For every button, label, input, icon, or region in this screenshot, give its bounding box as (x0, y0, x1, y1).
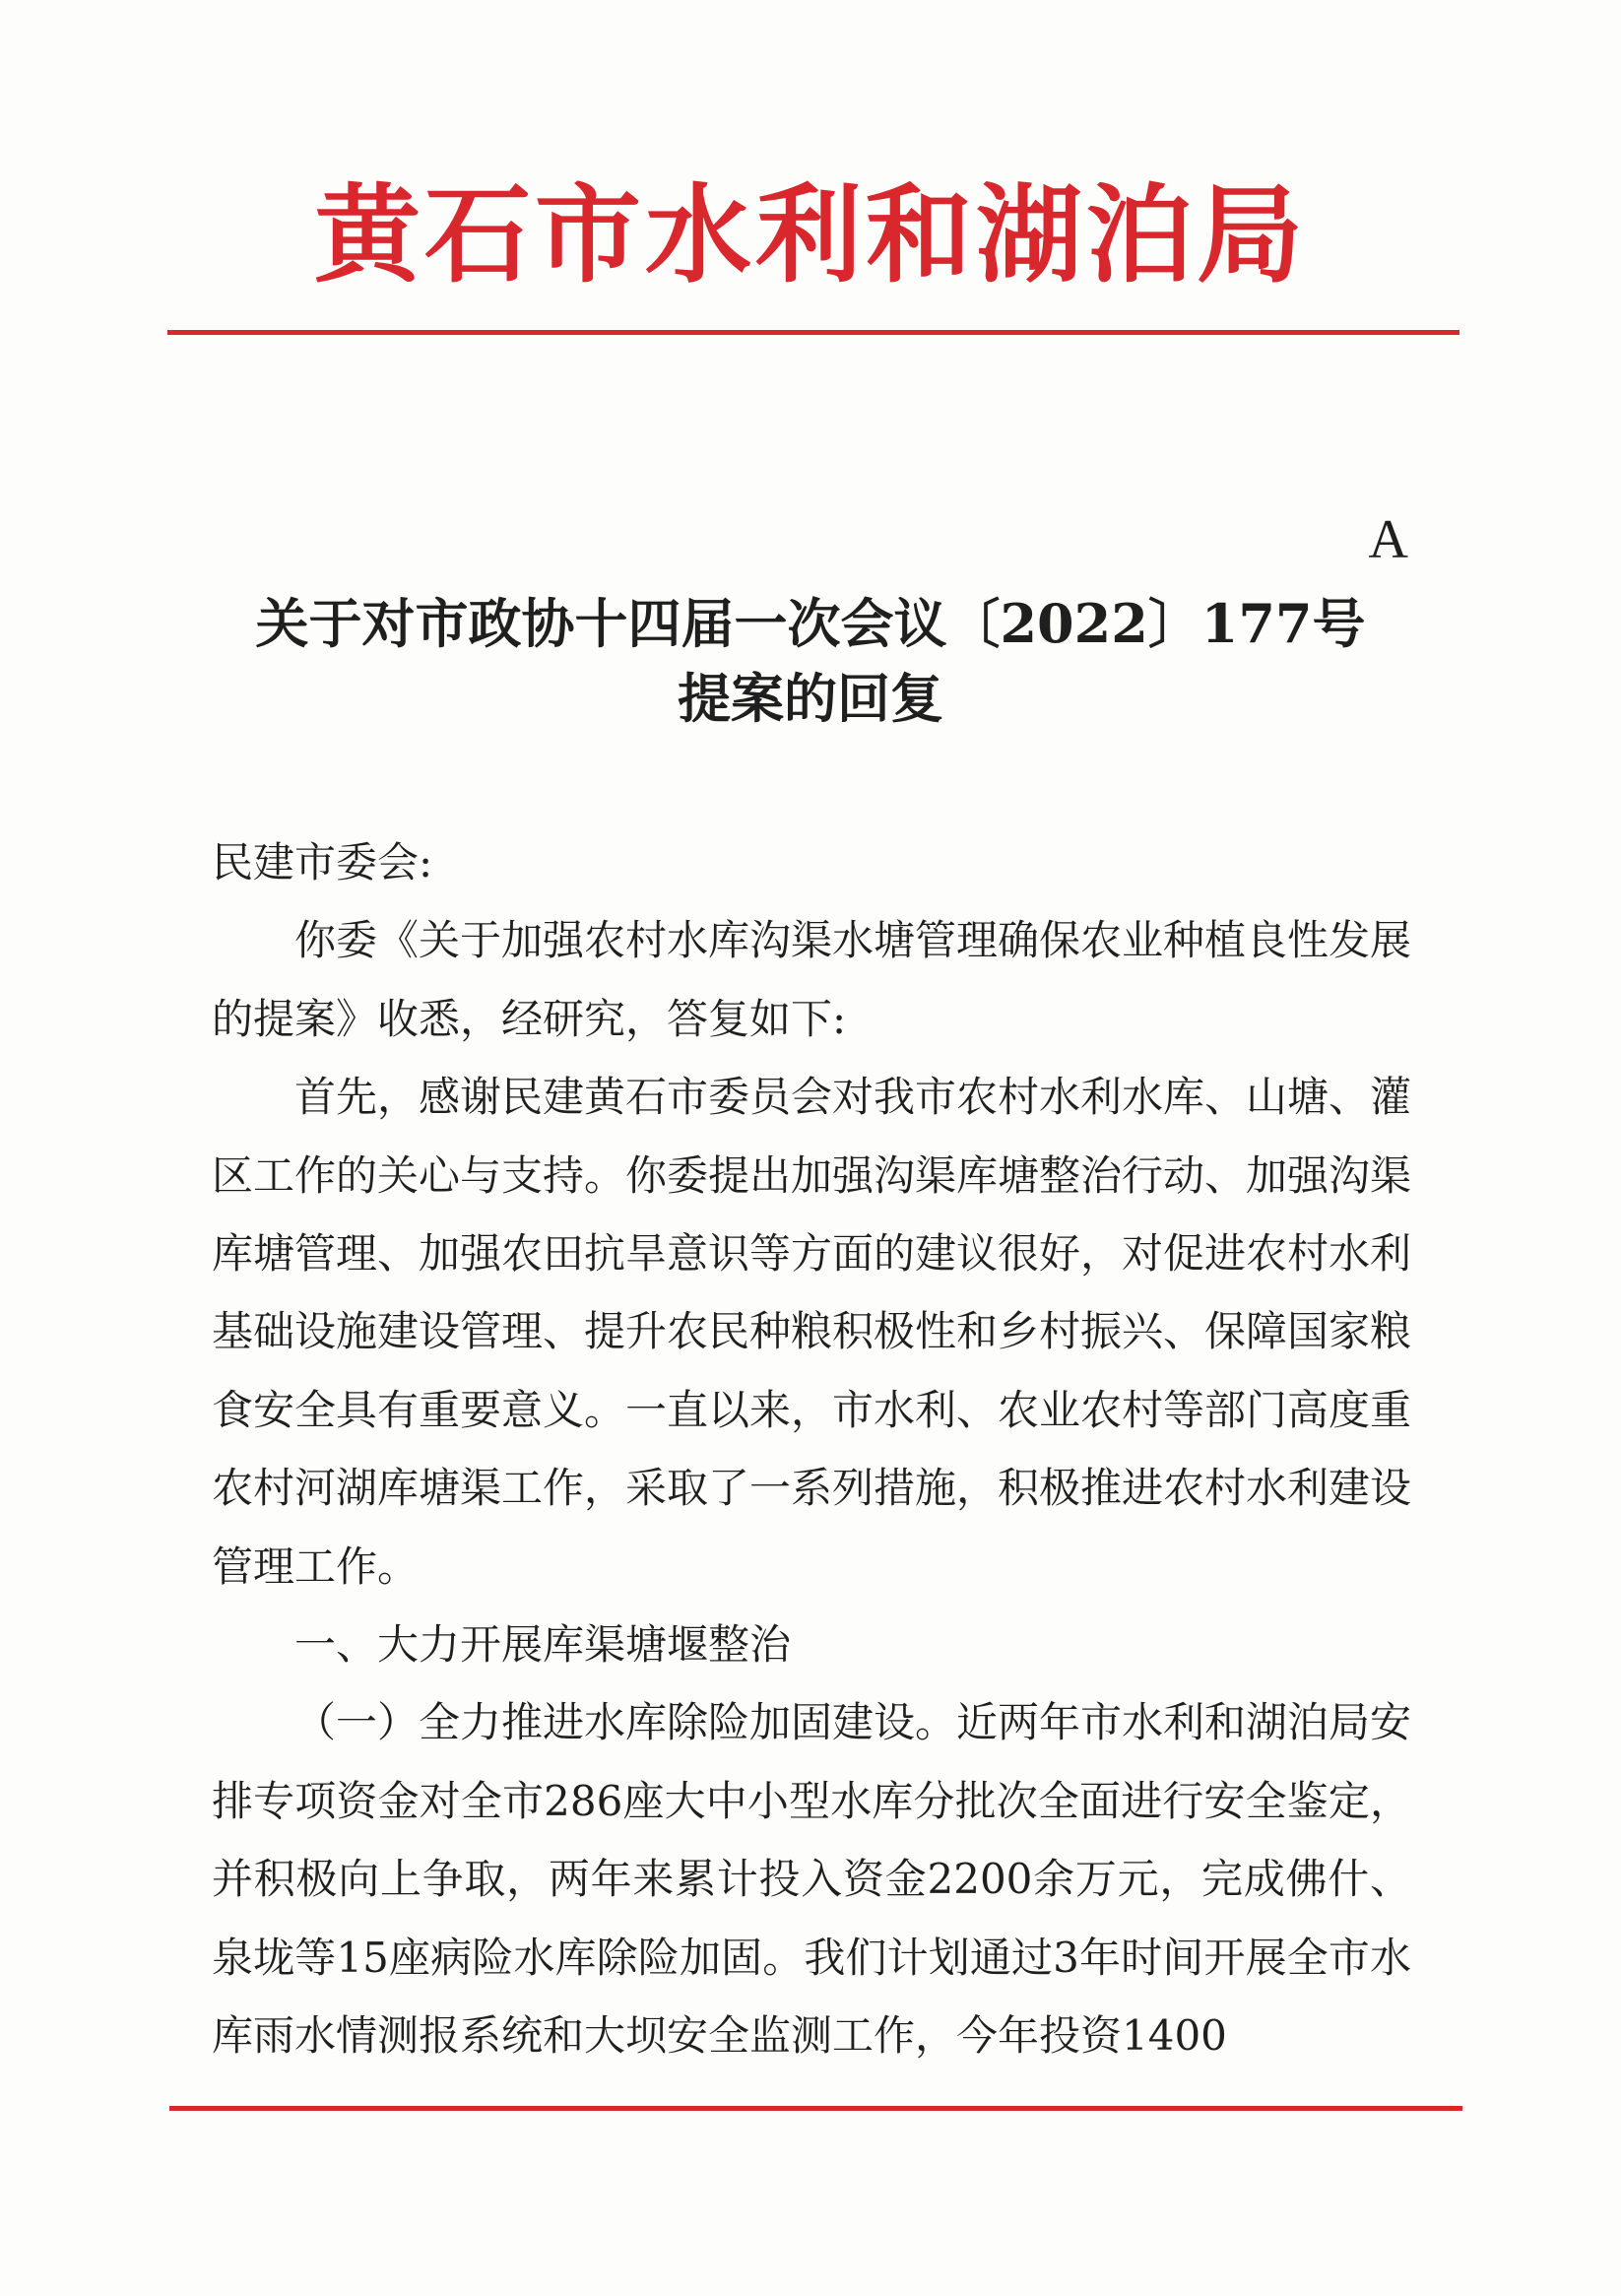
footer-red-rule (169, 2106, 1462, 2111)
salutation: 民建市委会: (212, 838, 433, 886)
agency-letterhead: 黄石市水利和湖泊局 (313, 173, 1307, 297)
security-mark: A (1368, 509, 1408, 570)
paragraph: （一）全力推进水库除险加固建设。近两年市水利和湖泊局安排专项资金对全市286座大中小型水库分批次全面进行安全鉴定，并积极向上争取，两年来累计投入资金2200余万元，完成佛什、泉垅等15座病险水库除险加固。我们计划通过3年时间开展全市水库雨水情测报系统和大坝安全监测工作，今年投资1400 (212, 1698, 1412, 2061)
letterhead-red-rule (167, 330, 1459, 335)
paragraph: 你委《关于加强农村水库沟渠水塘管理确保农业种植良性发展的提案》收悉，经研究，答复如下: (212, 916, 1412, 1043)
document-title-line-1: 关于对市政协十四届一次会议〔2022〕177号 (255, 592, 1366, 655)
paragraph: 首先，感谢民建黄石市委员会对我市农村水利水库、山塘、灌区工作的关心与支持。你委提出加强沟渠库塘整治行动、加强沟渠库塘管理、加强农田抗旱意识等方面的建议很好，对促进农村水利基础设施建设管理、提升农民种粮积极性和乡村振兴、保障国家粮食安全具有重要意义。一直以来，市水利、农业农村等部门高度重农村河湖库塘渠工作，采取了一系列措施，积极推进农村水利建设管理工作。 (212, 1073, 1412, 1591)
section-heading: 一、大力开展库渠塘堰整治 (294, 1620, 792, 1670)
document-title-line-2: 提案的回复 (678, 667, 943, 730)
document-body (212, 823, 1411, 2075)
